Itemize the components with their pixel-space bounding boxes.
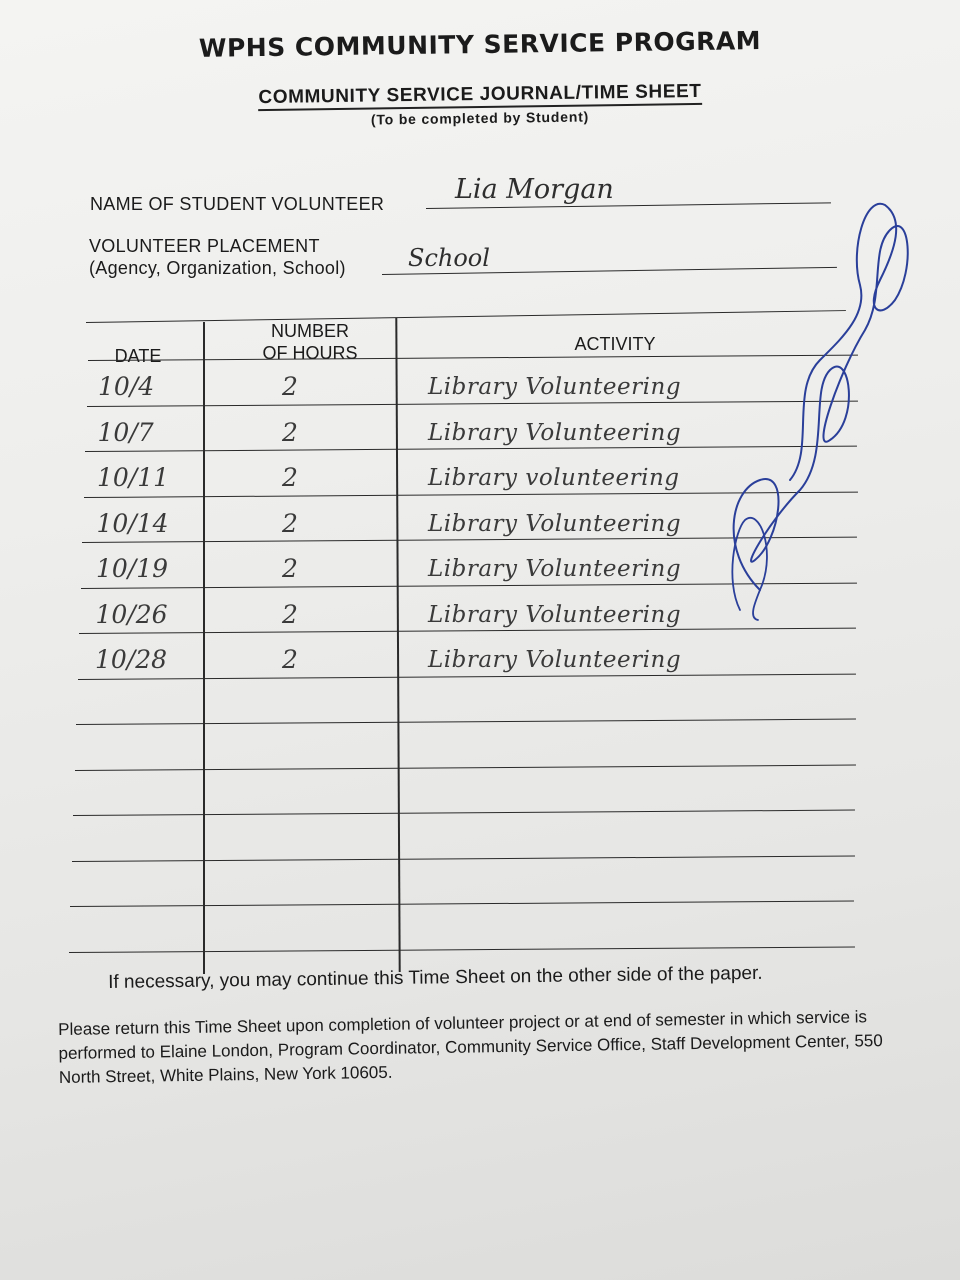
name-label: NAME OF STUDENT VOLUNTEER [90, 194, 385, 214]
program-title: WPHS COMMUNITY SERVICE PROGRAM [198, 26, 762, 63]
row-date: 10/26 [95, 599, 168, 629]
table-row-line [73, 810, 855, 816]
placement-value: School [408, 244, 490, 272]
header-hours-line2: OF HOURS [262, 343, 358, 363]
row-activity: Library volunteering [428, 465, 680, 491]
row-date: 10/11 [97, 463, 170, 492]
row-hours: 2 [282, 372, 298, 401]
row-hours: 2 [282, 417, 298, 447]
placement-label: VOLUNTEER PLACEMENT [89, 236, 320, 256]
return-instructions: Please return this Time Sheet upon completion of volunteer project or at end of semester in which service is performed to Elaine London, Program Coordinator, Community Service Office, Staff Development Center, 550 North Street, White Plains, New York 10605. [58, 1007, 883, 1087]
column-divider-date [203, 322, 205, 974]
row-date: 10/4 [98, 372, 155, 401]
row-date: 10/14 [96, 508, 169, 538]
row-activity: Library Volunteering [428, 601, 682, 628]
table-row-line [76, 719, 856, 725]
row-hours: 2 [282, 645, 298, 674]
student-name-value: Lia Morgan [455, 174, 614, 205]
header-activity: ACTIVITY [574, 334, 656, 354]
table-row-line [71, 855, 854, 861]
sheet-subtitle-text: COMMUNITY SERVICE JOURNAL/TIME SHEET [258, 81, 701, 111]
table-row-line [77, 673, 855, 679]
table-row-line [74, 764, 855, 770]
coordinator-signature [700, 190, 930, 650]
row-activity: Library Volunteering [428, 556, 682, 582]
row-hours: 2 [282, 463, 298, 492]
row-date: 10/19 [96, 554, 169, 583]
continue-note: If necessary, you may continue this Time Sheet on the other side of the paper. [108, 962, 763, 993]
row-activity: Library Volunteering [428, 374, 682, 400]
row-activity: Library Volunteering [428, 510, 682, 537]
header-date: DATE [114, 346, 162, 366]
column-divider-hours [395, 318, 400, 972]
header-hours-line1: NUMBER [270, 321, 349, 341]
completion-instruction: (To be completed by Student) [370, 108, 590, 128]
row-date: 10/7 [97, 417, 154, 447]
row-activity: Library Volunteering [428, 419, 682, 446]
table-row-line [70, 901, 854, 907]
table-row-line [68, 946, 854, 952]
row-hours: 2 [282, 554, 298, 583]
placement-sublabel: (Agency, Organization, School) [89, 258, 346, 278]
row-hours: 2 [282, 599, 298, 629]
row-hours: 2 [282, 508, 298, 538]
row-date: 10/28 [95, 645, 168, 674]
row-activity: Library Volunteering [428, 647, 682, 673]
